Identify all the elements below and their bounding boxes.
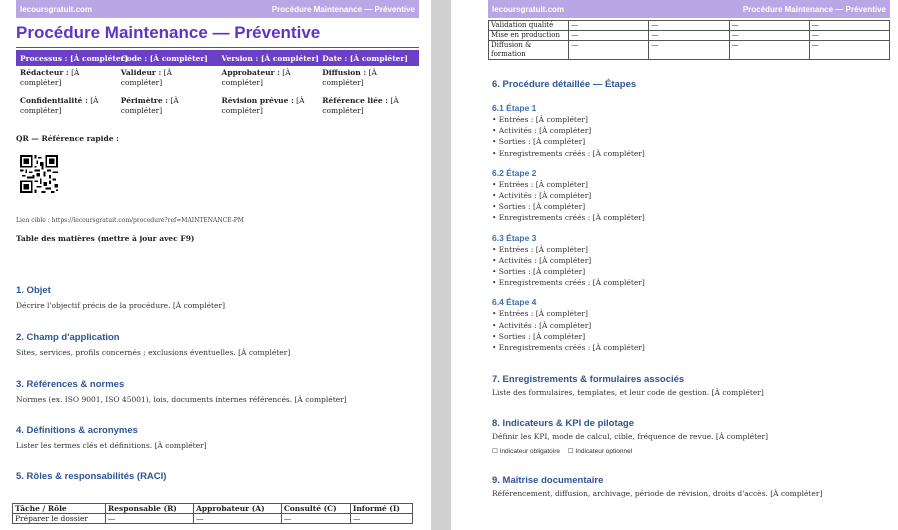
- header-doc: Procédure Maintenance — Préventive: [742, 4, 886, 14]
- meta-field: Confidentialité : [À compléter]: [20, 96, 99, 115]
- page-header: [16, 0, 419, 18]
- section-9: [492, 475, 890, 499]
- section-body: Référencement, diffusion, archivage, période de révision, droits d'accès. [À compléter]: [492, 489, 823, 499]
- step-2: 6.2 Étape 2 • Entrées : [À compléter] • Activités : [À compléter] • Sorties : [À compléter] • Enregistrements créés : [À compléter]: [492, 168, 890, 224]
- section-7: [492, 374, 890, 398]
- meta-date: Date : [À compléter]: [322, 53, 408, 63]
- section-title: 8. Indicateurs & KPI de pilotage: [492, 418, 635, 430]
- step-3: 6.3 Étape 3 • Entrées : [À compléter] • Activités : [À compléter] • Sorties : [À compléter] • Enregistrements créés : [À compléter]: [492, 233, 890, 289]
- section-1: [16, 285, 419, 311]
- indicator-options: [492, 447, 890, 455]
- section-body: Décrire l'objectif précis de la procédure. [À compléter]: [16, 301, 226, 310]
- section-2: [16, 332, 419, 358]
- page-header: [488, 0, 890, 18]
- step-4: 6.4 Étape 4 • Entrées : [À compléter] • Activités : [À compléter] • Sorties : [À compléter] • Enregistrements créés : [À compléter]: [492, 297, 890, 353]
- checkbox-mandatory[interactable]: ☐ Indicateur obligatoire: [492, 448, 560, 456]
- table-header: Responsable (R): [106, 504, 194, 514]
- table-header: Approbateur (A): [194, 504, 282, 514]
- section-title: 2. Champ d'application: [16, 332, 120, 343]
- page-gap: [431, 0, 451, 530]
- meta-field: Approbateur : [À compléter]: [221, 68, 291, 87]
- section-5: [16, 471, 419, 483]
- section-body: Lister les termes clés et définitions. [À compléter]: [16, 441, 207, 450]
- target-link[interactable]: Lien cible : https://lecoursgratuit.com/procedure?ref=MAINTENANCE-PM: [16, 217, 244, 224]
- meta-field: Périmètre : [À compléter]: [120, 96, 179, 115]
- checkbox-optional[interactable]: ☐ Indicateur optionnel: [567, 448, 633, 456]
- step-title: 6.1 Étape 1: [492, 103, 537, 113]
- meta-bar: [16, 50, 419, 66]
- qr-label: QR — Référence rapide :: [16, 134, 119, 143]
- table-row: Diffusion & formation — — — —: [489, 41, 890, 60]
- table-header: Tâche / Rôle: [13, 504, 106, 514]
- meta-field: Rédacteur : [À compléter]: [20, 68, 80, 87]
- document-page-1: [0, 0, 431, 530]
- meta-field: Valideur : [À compléter]: [120, 68, 172, 87]
- document-title: Procédure Maintenance — Préventive: [16, 23, 321, 42]
- section-title: 5. Rôles & responsabilités (RACI): [16, 471, 167, 482]
- table-header: Informé (I): [350, 504, 412, 514]
- meta-grid: [16, 68, 419, 124]
- header-doc: Procédure Maintenance — Préventive: [271, 4, 415, 14]
- table-of-contents: Table des matières (mettre à jour avec F9): [16, 234, 195, 243]
- step-1: 6.1 Étape 1 • Entrées : [À compléter] • Activités : [À compléter] • Sorties : [À compléter] • Enregistrements créés : [À compléter]: [492, 103, 890, 159]
- meta-code: Code : [À compléter]: [120, 53, 208, 63]
- meta-version: Version : [À compléter]: [221, 53, 319, 63]
- step-title: 6.2 Étape 2: [492, 167, 537, 178]
- document-page-2: [451, 0, 898, 530]
- step-title: 6.3 Étape 3: [492, 232, 537, 243]
- step-title: 6.4 Étape 4: [492, 297, 537, 308]
- header-site: lecoursgratuit.com: [20, 4, 93, 14]
- section-title: 9. Maîtrise documentaire: [492, 475, 604, 487]
- section-body: Définir les KPI, mode de calcul, cible, fréquence de revue. [À compléter]: [492, 432, 769, 442]
- section-8: [492, 418, 890, 455]
- qr-code-icon: [20, 155, 58, 193]
- section-4: [16, 425, 419, 451]
- section-6: [492, 79, 890, 353]
- table-row: Mise en production — — — —: [489, 31, 890, 41]
- section-title: 1. Objet: [16, 285, 51, 296]
- table-row: Validation qualité — — — —: [489, 21, 890, 31]
- raci-table: [12, 503, 413, 524]
- section-title: 7. Enregistrements & formulaires associés: [492, 374, 685, 386]
- meta-field: Diffusion : [À compléter]: [322, 68, 377, 87]
- meta-process: Processus : [À compléter]: [20, 53, 129, 63]
- meta-field: Révision prévue : [À compléter]: [221, 96, 305, 115]
- meta-field: Référence liée : [À compléter]: [322, 96, 399, 115]
- section-title: 6. Procédure détaillée — Étapes: [492, 79, 637, 90]
- section-title: 3. Références & normes: [16, 379, 125, 390]
- title-divider: [16, 47, 419, 48]
- section-body: Sites, services, profils concernés ; exclusions éventuelles. [À compléter]: [16, 348, 291, 357]
- table-header: Consulté (C): [281, 504, 350, 514]
- raci-table-continued: [488, 20, 890, 60]
- section-body: Liste des formulaires, templates, et leur code de gestion. [À compléter]: [492, 388, 764, 398]
- section-title: 4. Définitions & acronymes: [16, 425, 138, 436]
- header-site: lecoursgratuit.com: [492, 4, 565, 14]
- section-3: [16, 379, 419, 405]
- section-body: Normes (ex. ISO 9001, ISO 45001), lois, documents internes référencés. [À compléter]: [16, 395, 347, 404]
- table-row: Préparer le dossier — — — —: [13, 514, 413, 524]
